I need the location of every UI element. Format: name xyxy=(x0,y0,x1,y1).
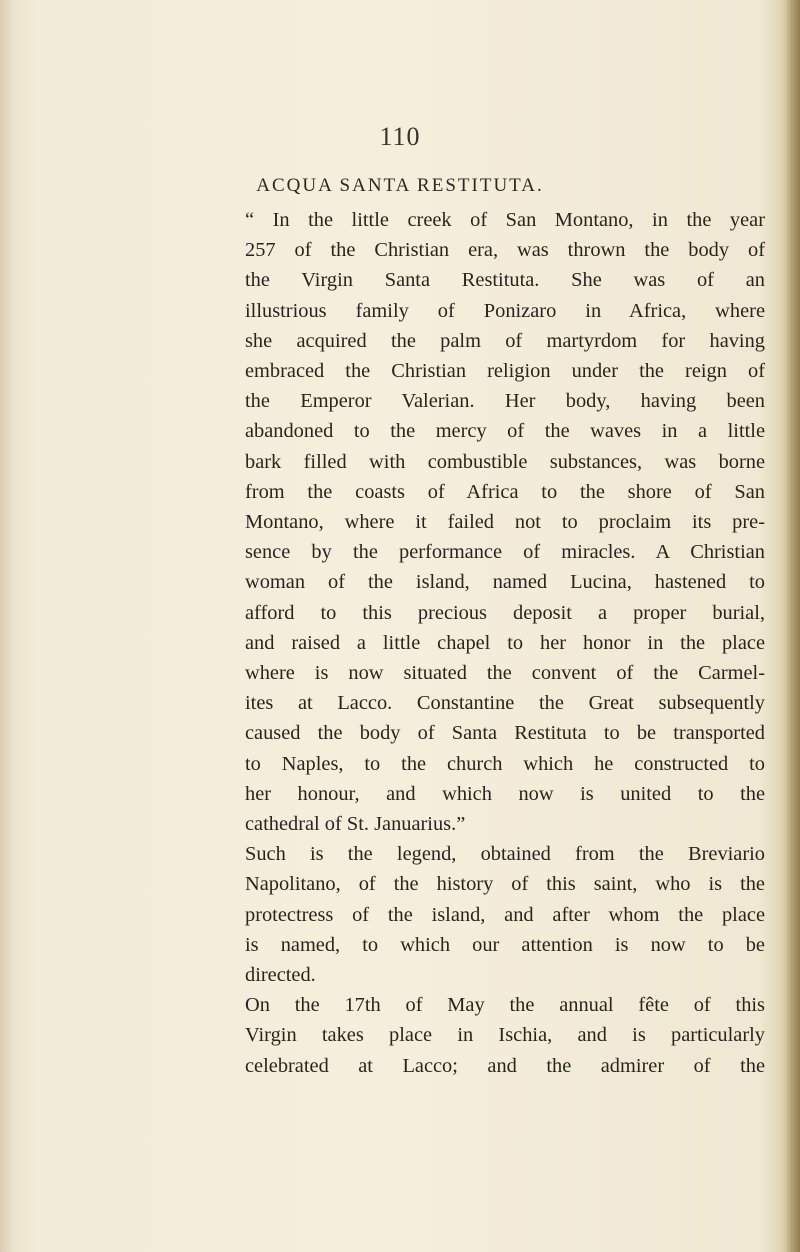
text-line: her honour, and which now is united to the xyxy=(245,782,765,805)
text-line: afford to this precious deposit a proper burial, xyxy=(245,601,765,624)
text-line: Such is the legend, obtained from the Breviario xyxy=(245,843,765,866)
text-line: cathedral of St. Januarius.” xyxy=(245,813,466,836)
text-line: “ In the little creek of San Montano, in the year xyxy=(245,209,765,231)
text-line: celebrated at Lacco; and the admirer of the xyxy=(245,1054,765,1077)
text-line: Montano, where it failed not to proclaim its pre- xyxy=(245,511,765,534)
text-line: embraced the Christian religion under the reign of xyxy=(245,360,765,383)
running-title: ACQUA SANTA RESTITUTA. xyxy=(256,175,544,196)
text-line: from the coasts of Africa to the shore of San xyxy=(245,480,765,503)
text-line: illustrious family of Ponizaro in Africa, where xyxy=(245,299,765,322)
text-line: is named, to which our attention is now to be xyxy=(245,933,765,956)
text-line: abandoned to the mercy of the waves in a little xyxy=(245,420,765,443)
text-line: protectress of the island, and after whom the place xyxy=(245,903,765,926)
text-line: woman of the island, named Lucina, hastened to xyxy=(245,571,765,594)
text-line: sence by the performance of miracles. A Christian xyxy=(245,541,765,564)
text-line: directed. xyxy=(245,964,316,987)
text-line: and raised a little chapel to her honor in the place xyxy=(245,631,765,654)
text-line: the Virgin Santa Restituta. She was of an xyxy=(245,269,765,292)
text-line: where is now situated the convent of the Carmel- xyxy=(245,662,765,685)
text-line: On the 17th of May the annual fête of this xyxy=(245,994,765,1017)
text-line: Napolitano, of the history of this saint, who is the xyxy=(245,873,765,896)
text-line: to Naples, to the church which he constructed to xyxy=(245,752,765,775)
text-line: the Emperor Valerian. Her body, having been xyxy=(245,390,765,413)
text-line: caused the body of Santa Restituta to be transported xyxy=(245,722,765,745)
text-line: bark filled with combustible substances, was borne xyxy=(245,450,765,473)
text-line: ites at Lacco. Constantine the Great subsequently xyxy=(245,692,765,715)
text-line: Virgin takes place in Ischia, and is particularly xyxy=(245,1024,765,1047)
body-text xyxy=(245,205,765,1081)
text-line: she acquired the palm of martyrdom for having xyxy=(245,329,765,352)
text-line: 257 of the Christian era, was thrown the body of xyxy=(245,239,765,262)
page-number: 110 xyxy=(379,122,421,151)
